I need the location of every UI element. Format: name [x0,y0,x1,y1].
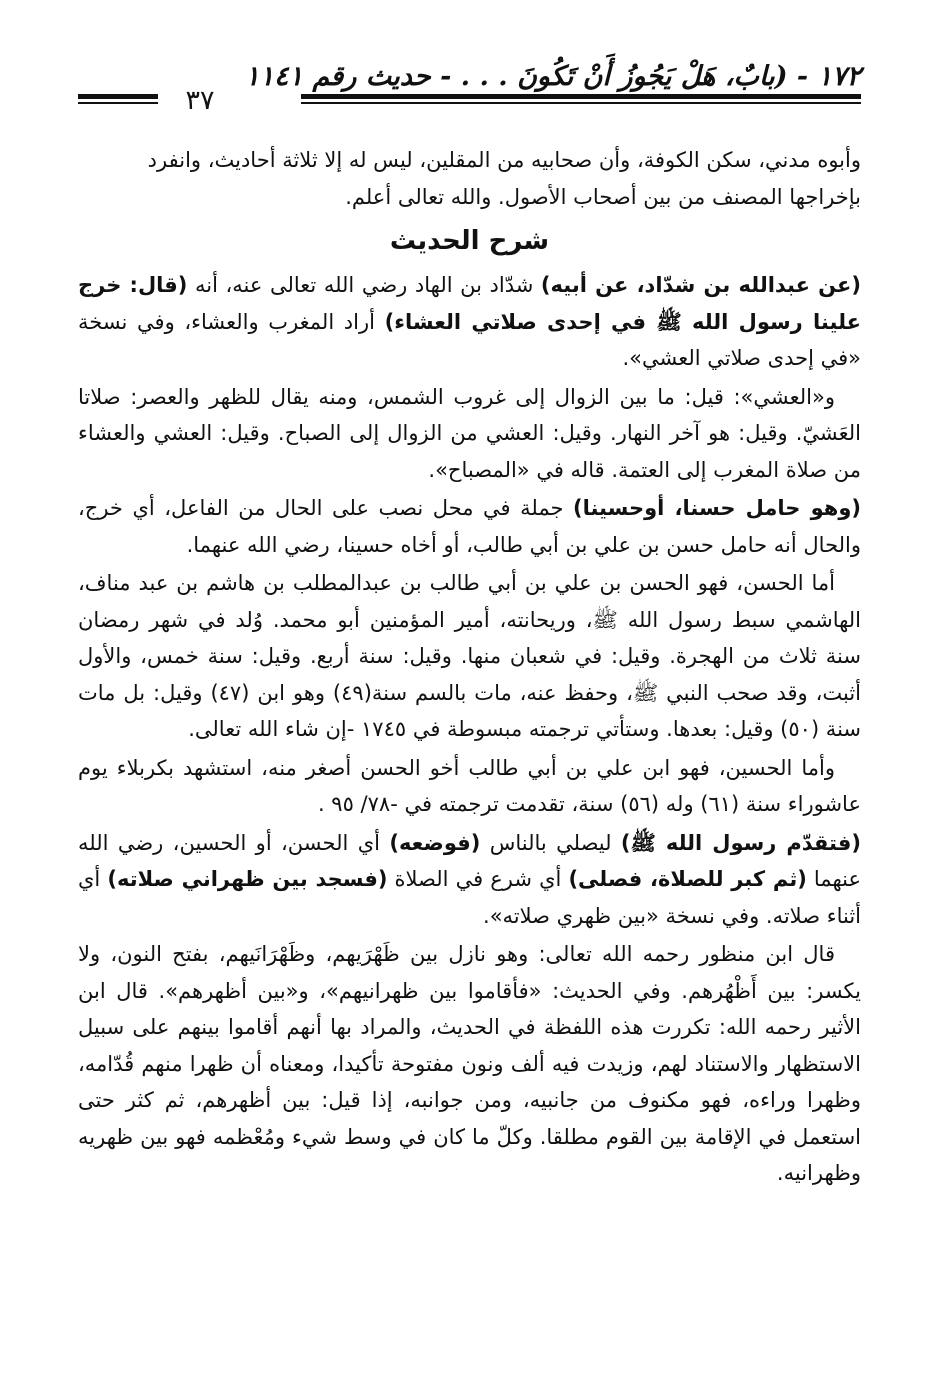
intro-line-1: وأبوه مدني، سكن الكوفة، وأن صحابيه من المقلين، ليس له إلا ثلاثة أحاديث، وانفرد [147,148,861,172]
commentary-text: جملة في محل نصب على الحال من الفاعل، أي خرج، والحال أنه حامل حسن بن علي بن أبي طالب، أو أخاه حسينا، رضي الله عنهما. [78,496,861,557]
paragraph-biography-hasan: أما الحسن، فهو الحسن بن علي بن أبي طالب بن عبدالمطلب بن هاشم بن عبد مناف، الهاشمي سبط رسول الله ﷺ، وريحانته، أمير المؤمنين أبو محمد. وُلد في شهر رمضان سنة ثلاث من الهجرة. وقيل: في شعبان منها. وقيل: سنة أربع. وقيل: سنة خمس، والأول أثبت، وقد صحب النبي ﷺ، وحفظ عنه، مات بالسم سنة(٤٩) وهو ابن (٤٧) وقيل: بل مات سنة (٥٠) وقيل: بعدها. وستأتي ترجمته مبسوطة في ١٧٤٥ -إن شاء الله تعالى. [78,571,862,741]
header-rule-left-thin [78,102,158,104]
paragraph-chain-of-narration [78,267,861,377]
page-body [78,142,861,1194]
intro-line-2: بإخراجها المصنف من بين أصحاب الأصول. والله تعالى أعلم. [345,184,861,209]
paragraph-lexical-note: قال ابن منظور رحمه الله تعالى: وهو نازل بين ظَهْرَيهم، وظَهْرَانَيهم، بفتح النون، ولا يكسر: بين أَظْهُرهم. وفي الحديث: «فأقاموا بين ظهرانيهم»، و«بين أظهرهم». قال ابن الأثير رحمه الله: تكررت هذه اللفظة في الحديث، والمراد بها أنهم أقاموا بينهم على سبيل الاستظهار والاستناد لهم، وزيدت فيه ألف ونون مفتوحة تأكيدا، ومعناه أن ظهرا منهم قُدّامه، وظهرا وراءه، فهو مكنوف من جانبيه، ومن جوانبه، إذا قيل: بين أظهرهم، ثم كثر حتى استعمل في الإقامة بين القوم مطلقا. وكلّ ما كان في وسط شيء ومُعْظمه فهو بين ظهريه وظهرانيه. [78,942,861,1185]
section-title: شرح الحديث [389,226,550,256]
hadith-quote: (وهو حامل حسنا، أوحسينا) [572,496,861,520]
page-number: ٣٧ [185,85,215,116]
commentary-text: أراد المغرب والعشاء، وفي نسخة «في إحدى صلاتي العشي». [78,309,861,370]
hadith-quote: (عن عبدالله بن شدّاد، عن أبيه) [540,273,862,297]
header-rule-left-thick [78,94,158,99]
hadith-quote: (قال: خرج علينا رسول الله ﷺ في إحدى صلاتي العشاء) [78,273,861,334]
paragraph-carrying-hasan [78,490,861,563]
paragraph-prophet-prayer [78,825,861,935]
running-title: ١٧٢ - (بابٌ، هَلْ يَجُوزُ أَنْ تَكُونَ . . . - حديث رقم ١١٤١ [245,61,861,92]
paragraph-al-ashiyy: و«العشي»: قيل: ما بين الزوال إلى غروب الشمس، ومنه يقال للظهر والعصر: صلاتا العَشيّ. وقيل: هو آخر النهار. وقيل: العشي من الزوال إلى الصباح. وقيل: العشي والعشاء من صلاة المغرب إلى العتمة. قاله في «المصباح». [78,384,861,482]
commentary-text: ليصلي بالناس [480,830,621,855]
page-header [78,52,861,118]
intro-paragraph [78,142,861,215]
header-rule-thin [301,102,861,104]
hadith-quote: (ثم كبر للصلاة، فصلى) [568,867,807,891]
commentary-text: أي أثناء صلاته. وفي نسخة «بين ظهري صلاته». [78,867,861,928]
paragraph-biography-husayn: وأما الحسين، فهو ابن علي بن أبي طالب أخو الحسن أصغر منه، استشهد بكربلاء يوم عاشوراء سنة (٦١) وله (٥٦) سنة، تقدمت ترجمته في -٧٨/ ٩٥ . [78,755,861,816]
hadith-quote: (فوضعه) [389,830,481,855]
hadith-quote: (فتقدّم رسول الله ﷺ) [620,830,861,855]
hadith-quote: (فسجد بين ظهراني صلاته) [107,867,388,891]
book-page [78,52,861,1352]
commentary-text: أي الحسن، أو الحسين، رضي الله عنهما [78,830,861,891]
header-rule-thick [301,94,861,99]
commentary-text: شدّاد بن الهاد رضي الله تعالى عنه، أنه [187,273,541,297]
commentary-text: أي شرع في الصلاة [387,867,569,891]
